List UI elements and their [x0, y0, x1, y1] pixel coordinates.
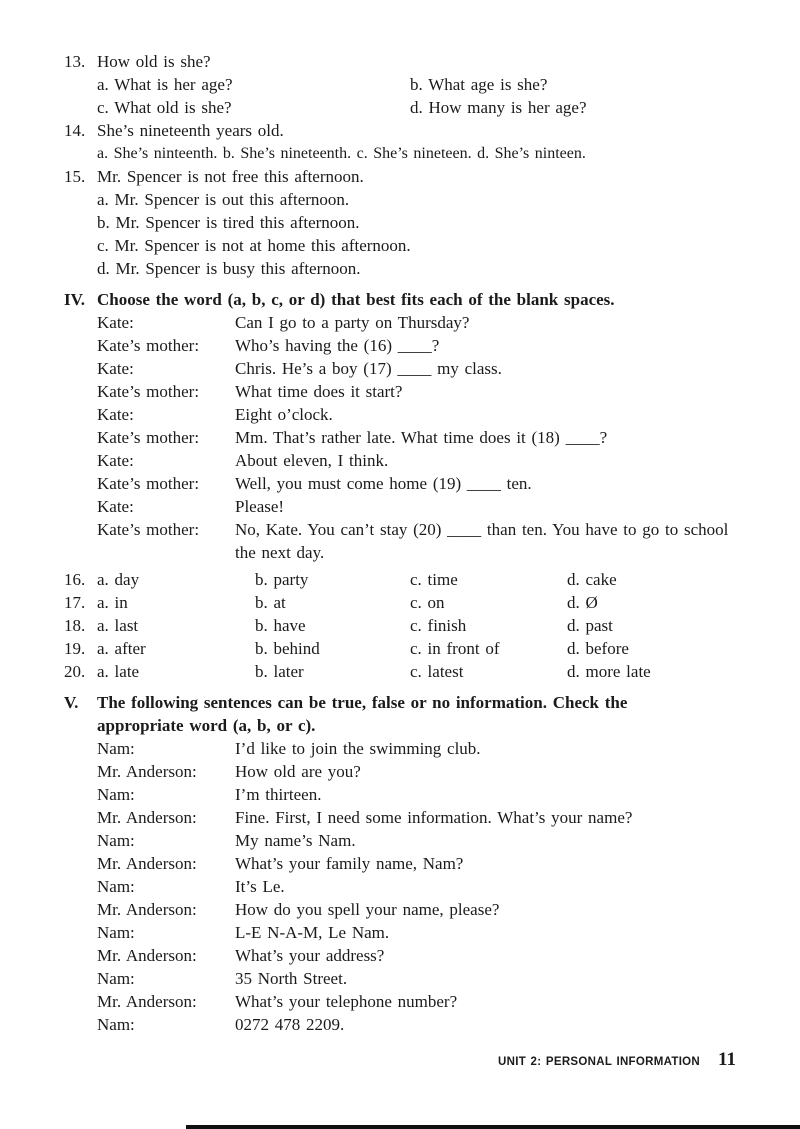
speaker-name: Nam:	[97, 739, 135, 758]
option-c: c. finish	[410, 616, 467, 635]
speaker-name: Mr. Anderson:	[97, 900, 197, 919]
option-c: c. latest	[410, 662, 464, 681]
speaker-text: Please!	[235, 497, 285, 516]
speaker-text: No, Kate. You can’t stay (20) ____ than ten. You have to go to school the next day.	[235, 520, 729, 562]
question-stem: How old is she?	[97, 52, 211, 71]
speaker-name: Mr. Anderson:	[97, 946, 197, 965]
speaker-text: 0272 478 2209.	[235, 1015, 345, 1034]
option-b: b. have	[255, 616, 306, 635]
question-number: 14.	[64, 121, 86, 140]
option-d: d. more late	[567, 662, 651, 681]
speaker-text: What’s your telephone number?	[235, 992, 458, 1011]
question-stem-row	[64, 50, 736, 73]
option-b: b. at	[255, 593, 286, 612]
option-c: c. in front of	[410, 639, 500, 658]
mc-row-19	[64, 637, 736, 660]
speaker-name: Nam:	[97, 877, 135, 896]
section-v-heading	[64, 691, 736, 737]
option-d: d. cake	[567, 570, 617, 589]
dialogue-line	[97, 380, 736, 403]
speaker-text: L-E N-A-M, Le Nam.	[235, 923, 390, 942]
options-grid	[97, 73, 736, 119]
option-c: c. Mr. Spencer is not at home this afternoon.	[97, 236, 411, 255]
option-c: c. What old is she?	[97, 98, 232, 117]
item-number: 16.	[64, 570, 86, 589]
options-list	[97, 188, 736, 280]
speaker-text: Well, you must come home (19) ____ ten.	[235, 474, 532, 493]
option-a: a. last	[97, 616, 139, 635]
option-a: a. after	[97, 639, 146, 658]
option-b: b. later	[255, 662, 304, 681]
option-b: b. party	[255, 570, 309, 589]
question-stem: She’s nineteenth years old.	[97, 121, 284, 140]
speaker-text: Mm. That’s rather late. What time does it (18) ____?	[235, 428, 608, 447]
unit-label: UNIT 2: PERSONAL INFORMATION	[498, 1056, 701, 1068]
option-b: b. behind	[255, 639, 320, 658]
multiple-choice-items	[64, 568, 736, 683]
section-v	[64, 691, 736, 1036]
question-13	[64, 50, 736, 119]
speaker-name: Kate’s mother:	[97, 428, 200, 447]
speaker-text: How do you spell your name, please?	[235, 900, 500, 919]
option-d: d. past	[567, 616, 613, 635]
section-label: V.	[64, 693, 79, 712]
dialogue-v	[97, 737, 736, 1036]
scan-artifact	[186, 1125, 800, 1129]
option-a: a. Mr. Spencer is out this afternoon.	[97, 190, 350, 209]
speaker-text: I’d like to join the swimming club.	[235, 739, 481, 758]
speaker-text: Chris. He’s a boy (17) ____ my class.	[235, 359, 502, 378]
option-d: d. Mr. Spencer is busy this afternoon.	[97, 259, 361, 278]
item-number: 18.	[64, 616, 86, 635]
speaker-text: What time does it start?	[235, 382, 403, 401]
speaker-name: Mr. Anderson:	[97, 992, 197, 1011]
dialogue-line	[97, 760, 736, 783]
speaker-text: What’s your family name, Nam?	[235, 854, 464, 873]
question-stem-row	[64, 165, 736, 188]
mc-row-18	[64, 614, 736, 637]
option-d: d. How many is her age?	[410, 98, 587, 117]
question-14	[64, 119, 736, 165]
speaker-name: Kate:	[97, 497, 134, 516]
dialogue-line	[97, 449, 736, 472]
question-stem-row	[64, 119, 736, 142]
dialogue-line	[97, 403, 736, 426]
dialogue-line	[97, 967, 736, 990]
item-number: 20.	[64, 662, 86, 681]
dialogue-line	[97, 1013, 736, 1036]
dialogue-line	[97, 852, 736, 875]
speaker-text: Who’s having the (16) ____?	[235, 336, 440, 355]
dialogue-line	[97, 737, 736, 760]
speaker-name: Kate:	[97, 359, 134, 378]
dialogue-line	[97, 357, 736, 380]
speaker-name: Kate:	[97, 313, 134, 332]
mc-row-16	[64, 568, 736, 591]
speaker-name: Kate:	[97, 405, 134, 424]
question-number: 13.	[64, 52, 86, 71]
dialogue-line	[97, 875, 736, 898]
dialogue-line	[97, 311, 736, 334]
dialogue-line	[97, 921, 736, 944]
speaker-name: Kate’s mother:	[97, 336, 200, 355]
dialogue-line	[97, 472, 736, 495]
section-label: IV.	[64, 290, 85, 309]
mc-row-17	[64, 591, 736, 614]
option-a: a. in	[97, 593, 128, 612]
speaker-name: Mr. Anderson:	[97, 762, 197, 781]
speaker-text: How old are you?	[235, 762, 361, 781]
options-inline: a. She’s ninteenth. b. She’s nineteenth. c. She’s nineteen. d. She’s ninteen.	[97, 145, 586, 162]
option-c: c. on	[410, 593, 445, 612]
speaker-name: Mr. Anderson:	[97, 854, 197, 873]
speaker-name: Kate’s mother:	[97, 520, 200, 539]
speaker-text: My name’s Nam.	[235, 831, 356, 850]
speaker-name: Nam:	[97, 923, 135, 942]
dialogue-line	[97, 898, 736, 921]
question-15	[64, 165, 736, 280]
speaker-text: What’s your address?	[235, 946, 385, 965]
dialogue-line	[97, 829, 736, 852]
speaker-name: Mr. Anderson:	[97, 808, 197, 827]
speaker-name: Nam:	[97, 969, 135, 988]
dialogue-line	[97, 783, 736, 806]
dialogue-line	[97, 990, 736, 1013]
section-title: The following sentences can be true, false or no information. Check the appropriate word (a, b, or c).	[97, 693, 628, 735]
question-stem: Mr. Spencer is not free this afternoon.	[97, 167, 364, 186]
question-number: 15.	[64, 167, 86, 186]
item-number: 17.	[64, 593, 86, 612]
option-b: b. What age is she?	[410, 75, 548, 94]
dialogue-iv	[97, 311, 736, 564]
option-a: a. day	[97, 570, 140, 589]
speaker-name: Nam:	[97, 831, 135, 850]
speaker-name: Kate’s mother:	[97, 382, 200, 401]
dialogue-line	[97, 495, 736, 518]
speaker-text: Can I go to a party on Thursday?	[235, 313, 470, 332]
section-title: Choose the word (a, b, c, or d) that best fits each of the blank spaces.	[97, 290, 615, 309]
speaker-text: It’s Le.	[235, 877, 285, 896]
option-b: b. Mr. Spencer is tired this afternoon.	[97, 213, 360, 232]
option-a: a. late	[97, 662, 140, 681]
option-d: d. Ø	[567, 593, 598, 612]
dialogue-line	[97, 334, 736, 357]
speaker-text: Fine. First, I need some information. What’s your name?	[235, 808, 633, 827]
page-number: 11	[718, 1049, 736, 1070]
speaker-text: I’m thirteen.	[235, 785, 322, 804]
speaker-text: 35 North Street.	[235, 969, 348, 988]
speaker-name: Kate:	[97, 451, 134, 470]
option-a: a. What is her age?	[97, 75, 233, 94]
dialogue-line	[97, 806, 736, 829]
section-iv	[64, 288, 736, 683]
option-c: c. time	[410, 570, 458, 589]
speaker-name: Nam:	[97, 1015, 135, 1034]
dialogue-line	[97, 426, 736, 449]
speaker-name: Nam:	[97, 785, 135, 804]
page-footer	[498, 1048, 736, 1074]
section-iv-heading	[64, 288, 736, 311]
speaker-text: About eleven, I think.	[235, 451, 389, 470]
speaker-text: Eight o’clock.	[235, 405, 333, 424]
dialogue-line	[97, 518, 736, 564]
speaker-name: Kate’s mother:	[97, 474, 200, 493]
dialogue-line	[97, 944, 736, 967]
item-number: 19.	[64, 639, 86, 658]
option-d: d. before	[567, 639, 629, 658]
mc-row-20	[64, 660, 736, 683]
